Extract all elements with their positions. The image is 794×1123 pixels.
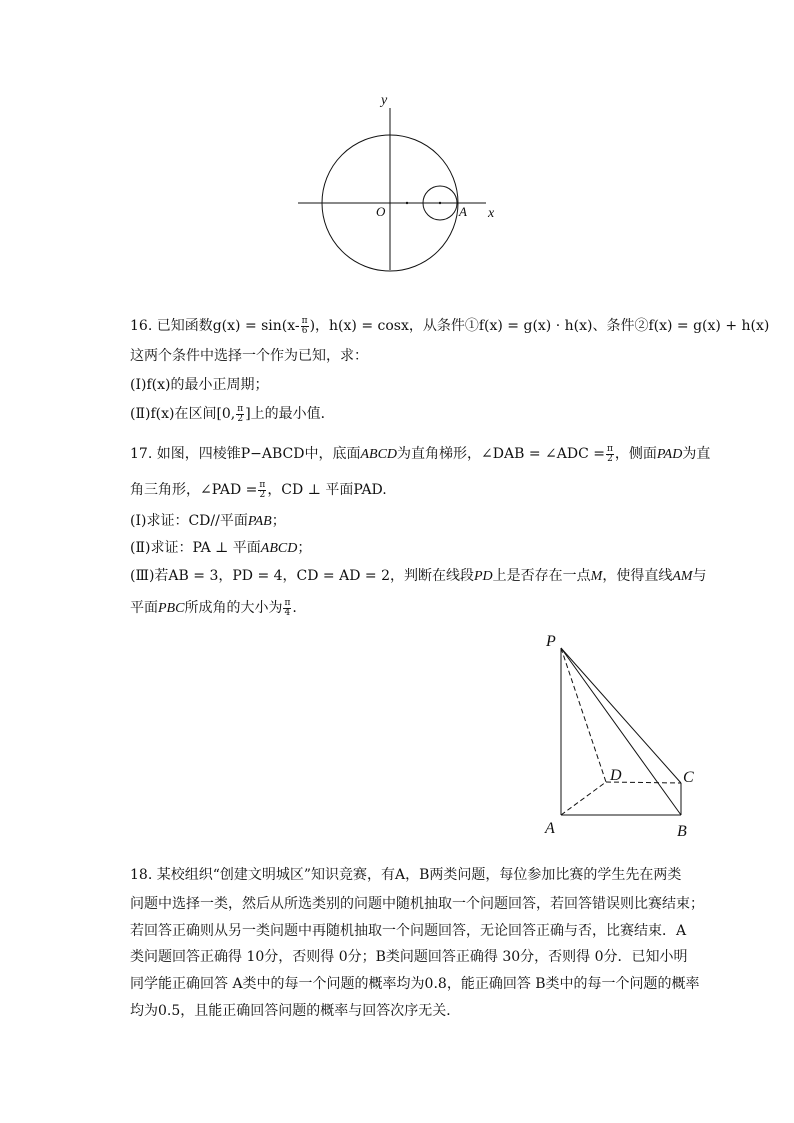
- edge-PC: [561, 648, 681, 783]
- label-A: A: [545, 820, 555, 837]
- q18-line6: 均为0.5，且能正确回答问题的概率与回答次序无关．: [130, 1003, 461, 1019]
- label-P: P: [546, 633, 556, 650]
- label-D: D: [610, 767, 622, 784]
- q17-line5: (Ⅲ)若AB = 3，PD = 4，CD = AD = 2，判断在线段PD上是否存在一点M，使得直线AM与: [130, 568, 707, 584]
- q18-line4: 类问题回答正确得 10分，否则得 0分；B类问题回答正确得 30分，否则得 0分．已知小明: [130, 949, 688, 965]
- q17-line6: 平面PBC所成角的大小为 $\frac{\pi}{4}$ .: [130, 597, 297, 618]
- q17-line3: (Ⅰ)求证：CD//平面PAB；: [130, 513, 286, 529]
- q16-line2: 这两个条件中选择一个作为已知，求：: [130, 348, 368, 364]
- q18-line2: 问题中选择一类，然后从所选类别的问题中随机抽取一个问题回答，若回答错误则比赛结束；: [130, 896, 704, 912]
- fraction: $\frac{\pi}{2}$: [237, 403, 244, 424]
- edge-AD: [561, 782, 606, 815]
- q18-line5: 同学能正确回答 A类中的每一个问题的概率均为0.8，能正确回答 B类中的每一个问题的概率: [130, 976, 700, 992]
- small-center-dot: [439, 202, 441, 204]
- fraction: $\frac{\pi}{2}$: [606, 443, 613, 464]
- fraction: $\frac{\pi}{6}$: [301, 315, 308, 336]
- label-A: A: [459, 204, 467, 219]
- fraction: $\frac{\pi}{2}$: [259, 479, 266, 500]
- q16-line1: 16. 已知函数g(x) = sin(x- $\frac{\pi}{6}$ )，h(x) = cosx，从条件①f(x) = g(x) · h(x)、条件②f(x) = g(x) + h(x): [130, 315, 770, 336]
- q17-line2: 角三角形，∠PAD = $\frac{\pi}{2}$ ，CD ⊥ 平面PAD.: [130, 479, 387, 500]
- q16-line3: (Ⅰ)f(x)的最小正周期；: [130, 377, 269, 393]
- label-B: B: [677, 823, 687, 840]
- q16-line4: (Ⅱ)f(x)在区间[0, $\frac{\pi}{2}$ ]上的最小值．: [130, 403, 335, 424]
- unit-circle-figure: [290, 90, 500, 290]
- q18-line1: 18. 某校组织“创建文明城区”知识竞赛，有A，B两类问题，每位参加比赛的学生先在两类: [130, 867, 682, 883]
- fraction: $\frac{\pi}{4}$: [284, 597, 291, 618]
- center-dot: [406, 202, 408, 204]
- pyramid-figure: [540, 628, 700, 843]
- label-x: x: [488, 206, 495, 221]
- q18-line3: 若回答正确则从另一类问题中再随机抽取一个问题回答，无论回答正确与否，比赛结束．A: [130, 923, 687, 939]
- edge-PB: [561, 648, 681, 815]
- label-C: C: [683, 769, 694, 786]
- q17-line1: 17. 如图，四棱锥P−ABCD中，底面ABCD为直角梯形，∠DAB = ∠ADC = $\frac{\pi}{2}$ ，侧面PAD为直: [130, 443, 711, 464]
- q17-line4: (Ⅱ)求证：PA ⊥ 平面ABCD；: [130, 540, 312, 556]
- label-O: O: [376, 204, 386, 219]
- edge-PD: [561, 648, 606, 782]
- label-y: y: [381, 93, 388, 108]
